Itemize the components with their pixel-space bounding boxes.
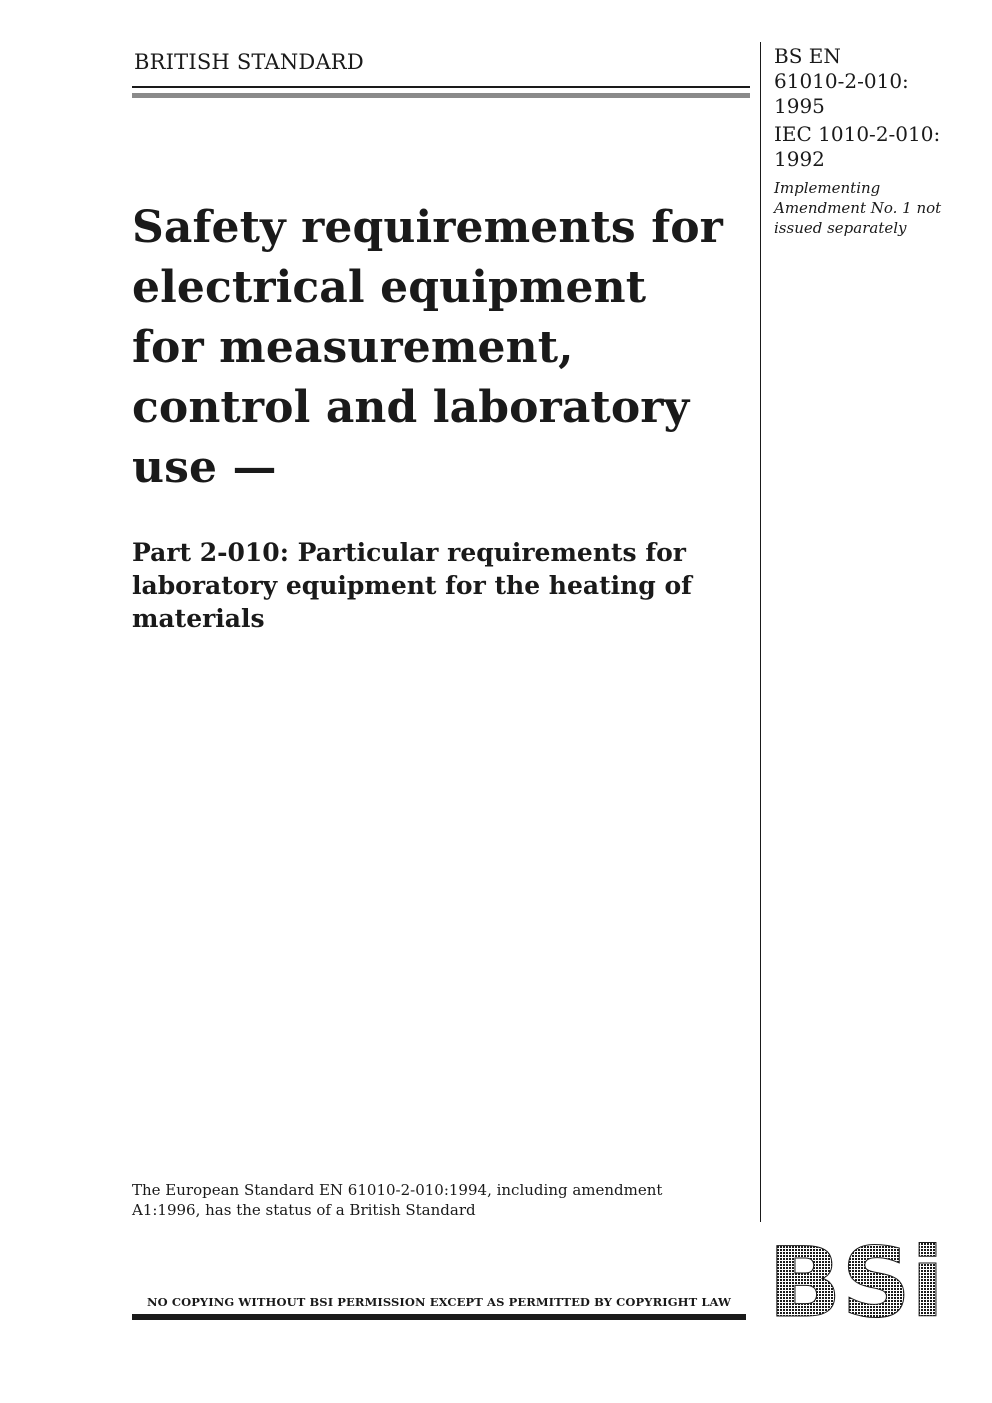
copyright-notice: NO COPYING WITHOUT BSI PERMISSION EXCEPT AS PERMITTED BY COPYRIGHT LAW <box>146 1295 732 1309</box>
amendment-note-line: Implementing <box>774 179 881 197</box>
footer-rule <box>132 1314 746 1320</box>
document-type-label: BRITISH STANDARD <box>134 50 364 74</box>
title-line: control and laboratory <box>132 382 690 433</box>
standard-number <box>774 44 974 172</box>
title-line: Safety requirements for <box>132 202 723 253</box>
subtitle-line: Part 2-010: Particular requirements for <box>132 538 686 567</box>
header-rule-thin <box>132 86 750 88</box>
standard-number-line: 1995 <box>774 94 825 118</box>
standard-number-line: IEC 1010-2-010: <box>774 122 941 146</box>
status-line: A1:1996, has the status of a British Standard <box>132 1201 476 1219</box>
subtitle-line: laboratory equipment for the heating of <box>132 571 692 600</box>
document-subtitle <box>132 536 757 635</box>
amendment-note-line: issued separately <box>774 219 907 237</box>
title-line: use — <box>132 442 277 493</box>
standard-number-line: 61010-2-010: <box>774 69 909 93</box>
status-statement <box>132 1180 712 1220</box>
amendment-note-line: Amendment No. 1 not <box>774 199 942 217</box>
logo-text: BSi <box>768 1240 944 1322</box>
standard-number-line: 1992 <box>774 147 825 171</box>
title-line: for measurement, <box>132 322 574 373</box>
header-rule-gray <box>132 93 750 98</box>
standard-number-line: BS EN <box>774 44 841 68</box>
amendment-note <box>774 178 974 238</box>
status-line: The European Standard EN 61010-2-010:1994, including amendment <box>132 1181 663 1199</box>
document-title <box>132 198 752 498</box>
title-line: electrical equipment <box>132 262 647 313</box>
column-divider <box>760 42 761 1222</box>
bsi-logo-icon <box>768 1240 946 1322</box>
subtitle-line: materials <box>132 604 265 633</box>
